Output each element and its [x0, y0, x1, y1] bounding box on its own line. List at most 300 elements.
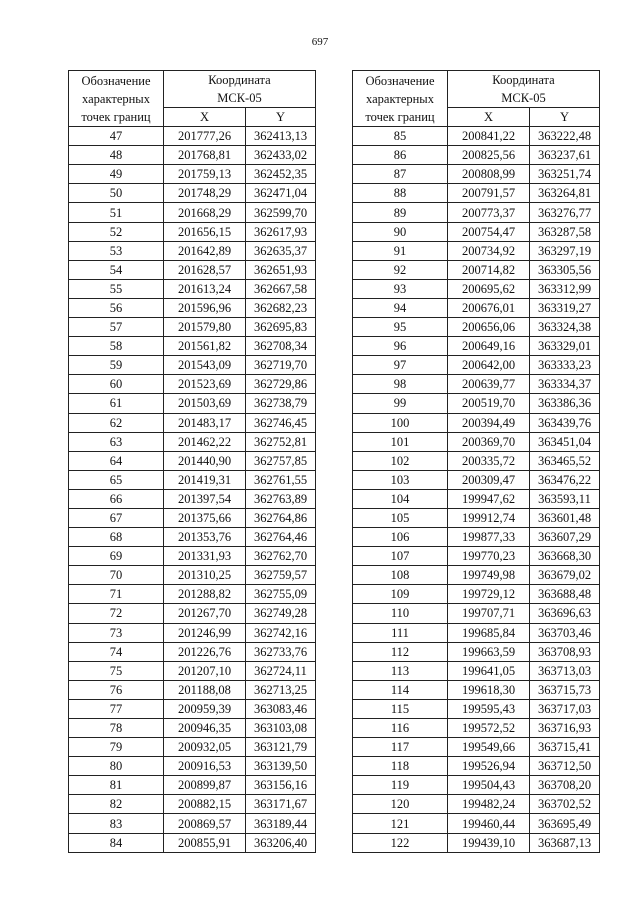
- point-id-cell: 86: [353, 146, 448, 165]
- x-coordinate-cell: 199685,84: [448, 623, 530, 642]
- table-row: [69, 508, 316, 527]
- x-coordinate-cell: 201188,08: [164, 680, 246, 699]
- table-row: [69, 738, 316, 757]
- point-id-cell: 115: [353, 699, 448, 718]
- coordinate-title: Координата: [492, 73, 555, 87]
- table-row: [69, 833, 316, 852]
- point-id-cell: 74: [69, 642, 164, 661]
- y-coordinate-cell: 363171,67: [246, 795, 316, 814]
- y-coordinate-cell: 363083,46: [246, 699, 316, 718]
- point-id-cell: 100: [353, 413, 448, 432]
- table-row: [353, 127, 600, 146]
- point-id-cell: 73: [69, 623, 164, 642]
- point-id-cell: 104: [353, 489, 448, 508]
- x-coordinate-cell: 199877,33: [448, 528, 530, 547]
- x-coordinate-cell: 200656,06: [448, 318, 530, 337]
- y-header: Y: [246, 108, 316, 127]
- x-coordinate-cell: 199549,66: [448, 738, 530, 757]
- y-coordinate-cell: 362413,13: [246, 127, 316, 146]
- point-id-cell: 56: [69, 298, 164, 317]
- y-coordinate-cell: 363206,40: [246, 833, 316, 852]
- point-id-cell: 101: [353, 432, 448, 451]
- table-row: [69, 776, 316, 795]
- x-coordinate-cell: 199912,74: [448, 508, 530, 527]
- y-coordinate-cell: 362682,23: [246, 298, 316, 317]
- coordinate-header: [164, 71, 316, 108]
- x-coordinate-cell: 201642,89: [164, 241, 246, 260]
- table-row: [353, 604, 600, 623]
- x-coordinate-cell: 200734,92: [448, 241, 530, 260]
- x-coordinate-cell: 201628,57: [164, 260, 246, 279]
- point-id-cell: 63: [69, 432, 164, 451]
- table-row: [69, 719, 316, 738]
- y-coordinate-cell: 363121,79: [246, 738, 316, 757]
- x-coordinate-cell: 199770,23: [448, 547, 530, 566]
- x-coordinate-cell: 201246,99: [164, 623, 246, 642]
- x-coordinate-cell: 201207,10: [164, 661, 246, 680]
- x-coordinate-cell: 200649,16: [448, 337, 530, 356]
- table-row: [353, 222, 600, 241]
- y-coordinate-cell: 362651,93: [246, 260, 316, 279]
- y-coordinate-cell: 363439,76: [530, 413, 600, 432]
- y-coordinate-cell: 363593,11: [530, 489, 600, 508]
- table-row: [69, 814, 316, 833]
- point-id-cell: 71: [69, 585, 164, 604]
- point-id-cell: 106: [353, 528, 448, 547]
- y-coordinate-cell: 362724,11: [246, 661, 316, 680]
- table-row: [353, 776, 600, 795]
- point-id-cell: 91: [353, 241, 448, 260]
- x-coordinate-cell: 200773,37: [448, 203, 530, 222]
- y-coordinate-cell: 363451,04: [530, 432, 600, 451]
- point-id-cell: 72: [69, 604, 164, 623]
- point-id-cell: 61: [69, 394, 164, 413]
- x-coordinate-cell: 199749,98: [448, 566, 530, 585]
- point-id-cell: 95: [353, 318, 448, 337]
- table-row: [353, 508, 600, 527]
- y-coordinate-cell: 363712,50: [530, 757, 600, 776]
- x-coordinate-cell: 199439,10: [448, 833, 530, 852]
- y-coordinate-cell: 362755,09: [246, 585, 316, 604]
- point-id-cell: 116: [353, 719, 448, 738]
- y-coordinate-cell: 363139,50: [246, 757, 316, 776]
- y-coordinate-cell: 363156,16: [246, 776, 316, 795]
- table-row: [353, 566, 600, 585]
- point-id-cell: 111: [353, 623, 448, 642]
- point-id-cell: 90: [353, 222, 448, 241]
- point-id-cell: 79: [69, 738, 164, 757]
- y-coordinate-cell: 362738,79: [246, 394, 316, 413]
- x-coordinate-cell: 200899,87: [164, 776, 246, 795]
- y-coordinate-cell: 363297,19: [530, 241, 600, 260]
- y-coordinate-cell: 362764,86: [246, 508, 316, 527]
- table-row: [69, 642, 316, 661]
- x-coordinate-cell: 199595,43: [448, 699, 530, 718]
- x-coordinate-cell: 200808,99: [448, 165, 530, 184]
- y-coordinate-cell: 362667,58: [246, 279, 316, 298]
- table-row: [353, 337, 600, 356]
- x-coordinate-cell: 199482,24: [448, 795, 530, 814]
- y-coordinate-cell: 363696,63: [530, 604, 600, 623]
- y-coordinate-cell: 363222,48: [530, 127, 600, 146]
- table-row: [69, 146, 316, 165]
- y-coordinate-cell: 362617,93: [246, 222, 316, 241]
- point-id-cell: 83: [69, 814, 164, 833]
- y-coordinate-cell: 362764,46: [246, 528, 316, 547]
- x-coordinate-cell: 200642,00: [448, 356, 530, 375]
- y-coordinate-cell: 363679,02: [530, 566, 600, 585]
- point-id-cell: 65: [69, 470, 164, 489]
- y-coordinate-cell: 362695,83: [246, 318, 316, 337]
- x-coordinate-cell: 200791,57: [448, 184, 530, 203]
- point-id-cell: 103: [353, 470, 448, 489]
- point-id-cell: 89: [353, 203, 448, 222]
- point-id-cell: 108: [353, 566, 448, 585]
- y-coordinate-cell: 362599,70: [246, 203, 316, 222]
- x-coordinate-cell: 199947,62: [448, 489, 530, 508]
- table-row: [353, 719, 600, 738]
- point-id-cell: 88: [353, 184, 448, 203]
- table-row: [353, 375, 600, 394]
- table-row: [353, 795, 600, 814]
- table-row: [69, 757, 316, 776]
- table-row: [69, 337, 316, 356]
- point-id-cell: 60: [69, 375, 164, 394]
- table-row: [353, 318, 600, 337]
- y-coordinate-cell: 363601,48: [530, 508, 600, 527]
- point-id-cell: 107: [353, 547, 448, 566]
- table-row: [353, 699, 600, 718]
- point-id-cell: 62: [69, 413, 164, 432]
- y-coordinate-cell: 363319,27: [530, 298, 600, 317]
- table-row: [353, 757, 600, 776]
- point-id-cell: 92: [353, 260, 448, 279]
- y-coordinate-cell: 363264,81: [530, 184, 600, 203]
- point-id-cell: 68: [69, 528, 164, 547]
- table-row: [69, 604, 316, 623]
- point-id-cell: 114: [353, 680, 448, 699]
- y-coordinate-cell: 362719,70: [246, 356, 316, 375]
- table-row: [353, 738, 600, 757]
- designation-line: Обозначение: [81, 73, 151, 88]
- x-coordinate-cell: 200946,35: [164, 719, 246, 738]
- table-row: [69, 699, 316, 718]
- table-row: [353, 528, 600, 547]
- table-row: [353, 356, 600, 375]
- table-row: [69, 489, 316, 508]
- x-coordinate-cell: 201483,17: [164, 413, 246, 432]
- x-coordinate-cell: 199460,44: [448, 814, 530, 833]
- designation-line: точек границ: [365, 109, 435, 124]
- table-row: [353, 260, 600, 279]
- x-coordinate-cell: 201375,66: [164, 508, 246, 527]
- table-row: [69, 585, 316, 604]
- table-row: [353, 165, 600, 184]
- y-coordinate-cell: 363715,41: [530, 738, 600, 757]
- y-coordinate-cell: 363607,29: [530, 528, 600, 547]
- y-coordinate-cell: 363189,44: [246, 814, 316, 833]
- point-id-cell: 110: [353, 604, 448, 623]
- point-id-cell: 98: [353, 375, 448, 394]
- x-coordinate-cell: 201759,13: [164, 165, 246, 184]
- point-id-cell: 118: [353, 757, 448, 776]
- x-coordinate-cell: 201267,70: [164, 604, 246, 623]
- x-coordinate-cell: 201656,15: [164, 222, 246, 241]
- designation-header: [69, 71, 164, 127]
- table-row: [69, 298, 316, 317]
- y-coordinate-cell: 363687,13: [530, 833, 600, 852]
- point-id-cell: 117: [353, 738, 448, 757]
- designation-line: Обозначение: [365, 73, 435, 88]
- y-coordinate-cell: 363708,93: [530, 642, 600, 661]
- x-coordinate-cell: 201543,09: [164, 356, 246, 375]
- point-id-cell: 64: [69, 451, 164, 470]
- point-id-cell: 120: [353, 795, 448, 814]
- x-coordinate-cell: 199618,30: [448, 680, 530, 699]
- y-coordinate-cell: 363237,61: [530, 146, 600, 165]
- y-coordinate-cell: 363695,49: [530, 814, 600, 833]
- table-row: [69, 318, 316, 337]
- x-header: X: [448, 108, 530, 127]
- point-id-cell: 102: [353, 451, 448, 470]
- y-coordinate-cell: 362749,28: [246, 604, 316, 623]
- point-id-cell: 96: [353, 337, 448, 356]
- table-row: [69, 661, 316, 680]
- point-id-cell: 82: [69, 795, 164, 814]
- point-id-cell: 55: [69, 279, 164, 298]
- x-coordinate-cell: 201462,22: [164, 432, 246, 451]
- page-number: 697: [311, 36, 329, 48]
- table-row: [353, 642, 600, 661]
- table-row: [69, 279, 316, 298]
- table-row: [353, 203, 600, 222]
- x-coordinate-cell: 201561,82: [164, 337, 246, 356]
- table-row: [353, 432, 600, 451]
- x-coordinate-cell: 200369,70: [448, 432, 530, 451]
- x-coordinate-cell: 199504,43: [448, 776, 530, 795]
- point-id-cell: 119: [353, 776, 448, 795]
- table-row: [69, 528, 316, 547]
- point-id-cell: 67: [69, 508, 164, 527]
- y-coordinate-cell: 363386,36: [530, 394, 600, 413]
- table-row: [69, 184, 316, 203]
- x-coordinate-cell: 199526,94: [448, 757, 530, 776]
- point-id-cell: 48: [69, 146, 164, 165]
- table-row: [69, 222, 316, 241]
- point-id-cell: 109: [353, 585, 448, 604]
- y-coordinate-cell: 362733,76: [246, 642, 316, 661]
- point-id-cell: 66: [69, 489, 164, 508]
- x-header: X: [164, 108, 246, 127]
- point-id-cell: 54: [69, 260, 164, 279]
- coordinate-header: [448, 71, 600, 108]
- x-coordinate-cell: 201331,93: [164, 547, 246, 566]
- coordinate-system: МСК-05: [501, 91, 546, 105]
- point-id-cell: 93: [353, 279, 448, 298]
- point-id-cell: 77: [69, 699, 164, 718]
- point-id-cell: 85: [353, 127, 448, 146]
- coordinates-body-left: [69, 127, 316, 853]
- point-id-cell: 75: [69, 661, 164, 680]
- table-row: [69, 470, 316, 489]
- point-id-cell: 122: [353, 833, 448, 852]
- x-coordinate-cell: 200695,62: [448, 279, 530, 298]
- x-coordinate-cell: 201503,69: [164, 394, 246, 413]
- point-id-cell: 78: [69, 719, 164, 738]
- table-row: [69, 356, 316, 375]
- point-id-cell: 121: [353, 814, 448, 833]
- table-row: [69, 413, 316, 432]
- point-id-cell: 49: [69, 165, 164, 184]
- y-coordinate-cell: 363324,38: [530, 318, 600, 337]
- table-row: [69, 547, 316, 566]
- x-coordinate-cell: 201226,76: [164, 642, 246, 661]
- y-coordinate-cell: 363708,20: [530, 776, 600, 795]
- designation-header: [353, 71, 448, 127]
- y-coordinate-cell: 362757,85: [246, 451, 316, 470]
- y-coordinate-cell: 362742,16: [246, 623, 316, 642]
- x-coordinate-cell: 201310,25: [164, 566, 246, 585]
- point-id-cell: 99: [353, 394, 448, 413]
- y-coordinate-cell: 363312,99: [530, 279, 600, 298]
- x-coordinate-cell: 201288,82: [164, 585, 246, 604]
- designation-line: характерных: [82, 91, 150, 106]
- table-row: [69, 241, 316, 260]
- y-coordinate-cell: 362635,37: [246, 241, 316, 260]
- point-id-cell: 58: [69, 337, 164, 356]
- x-coordinate-cell: 201523,69: [164, 375, 246, 394]
- point-id-cell: 76: [69, 680, 164, 699]
- y-coordinate-cell: 362713,25: [246, 680, 316, 699]
- x-coordinate-cell: 201440,90: [164, 451, 246, 470]
- x-coordinate-cell: 200825,56: [448, 146, 530, 165]
- table-row: [69, 203, 316, 222]
- y-coordinate-cell: 363305,56: [530, 260, 600, 279]
- point-id-cell: 87: [353, 165, 448, 184]
- table-row: [353, 661, 600, 680]
- x-coordinate-cell: 201613,24: [164, 279, 246, 298]
- point-id-cell: 69: [69, 547, 164, 566]
- y-coordinate-cell: 363251,74: [530, 165, 600, 184]
- x-coordinate-cell: 200869,57: [164, 814, 246, 833]
- y-coordinate-cell: 362761,55: [246, 470, 316, 489]
- x-coordinate-cell: 201777,26: [164, 127, 246, 146]
- table-row: [353, 394, 600, 413]
- table-row: [353, 814, 600, 833]
- point-id-cell: 112: [353, 642, 448, 661]
- table-row: [69, 566, 316, 585]
- designation-line: характерных: [366, 91, 434, 106]
- x-coordinate-cell: 199663,59: [448, 642, 530, 661]
- point-id-cell: 97: [353, 356, 448, 375]
- table-row: [353, 241, 600, 260]
- x-coordinate-cell: 199707,71: [448, 604, 530, 623]
- y-coordinate-cell: 362759,57: [246, 566, 316, 585]
- x-coordinate-cell: 199729,12: [448, 585, 530, 604]
- table-row: [69, 623, 316, 642]
- table-row: [69, 260, 316, 279]
- x-coordinate-cell: 200882,15: [164, 795, 246, 814]
- point-id-cell: 94: [353, 298, 448, 317]
- table-row: [353, 489, 600, 508]
- y-coordinate-cell: 362746,45: [246, 413, 316, 432]
- y-coordinate-cell: 362763,89: [246, 489, 316, 508]
- y-coordinate-cell: 362752,81: [246, 432, 316, 451]
- y-coordinate-cell: 362452,35: [246, 165, 316, 184]
- table-row: [353, 623, 600, 642]
- x-coordinate-cell: 201353,76: [164, 528, 246, 547]
- point-id-cell: 80: [69, 757, 164, 776]
- y-coordinate-cell: 362433,02: [246, 146, 316, 165]
- x-coordinate-cell: 200519,70: [448, 394, 530, 413]
- table-row: [353, 413, 600, 432]
- x-coordinate-cell: 200676,01: [448, 298, 530, 317]
- table-row: [353, 470, 600, 489]
- table-row: [353, 298, 600, 317]
- x-coordinate-cell: 200841,22: [448, 127, 530, 146]
- table-row: [353, 279, 600, 298]
- x-coordinate-cell: 200335,72: [448, 451, 530, 470]
- x-coordinate-cell: 199641,05: [448, 661, 530, 680]
- table-row: [69, 375, 316, 394]
- table-row: [69, 451, 316, 470]
- x-coordinate-cell: 200916,53: [164, 757, 246, 776]
- point-id-cell: 70: [69, 566, 164, 585]
- point-id-cell: 52: [69, 222, 164, 241]
- coordinates-table-left: [68, 70, 316, 853]
- y-header: Y: [530, 108, 600, 127]
- coordinate-title: Координата: [208, 73, 271, 87]
- point-id-cell: 51: [69, 203, 164, 222]
- x-coordinate-cell: 201397,54: [164, 489, 246, 508]
- table-row: [353, 680, 600, 699]
- table-row: [69, 432, 316, 451]
- y-coordinate-cell: 363716,93: [530, 719, 600, 738]
- y-coordinate-cell: 363668,30: [530, 547, 600, 566]
- point-id-cell: 59: [69, 356, 164, 375]
- x-coordinate-cell: 200855,91: [164, 833, 246, 852]
- y-coordinate-cell: 363703,46: [530, 623, 600, 642]
- y-coordinate-cell: 363713,03: [530, 661, 600, 680]
- x-coordinate-cell: 201419,31: [164, 470, 246, 489]
- coordinate-system: МСК-05: [217, 91, 262, 105]
- y-coordinate-cell: 363715,73: [530, 680, 600, 699]
- table-row: [353, 547, 600, 566]
- y-coordinate-cell: 363476,22: [530, 470, 600, 489]
- designation-line: точек границ: [81, 109, 151, 124]
- y-coordinate-cell: 363465,52: [530, 451, 600, 470]
- y-coordinate-cell: 363276,77: [530, 203, 600, 222]
- x-coordinate-cell: 201768,81: [164, 146, 246, 165]
- y-coordinate-cell: 363103,08: [246, 719, 316, 738]
- x-coordinate-cell: 200932,05: [164, 738, 246, 757]
- table-row: [69, 680, 316, 699]
- coordinates-body-right: [353, 127, 600, 853]
- point-id-cell: 105: [353, 508, 448, 527]
- point-id-cell: 47: [69, 127, 164, 146]
- table-row: [69, 394, 316, 413]
- point-id-cell: 57: [69, 318, 164, 337]
- x-coordinate-cell: 199572,52: [448, 719, 530, 738]
- y-coordinate-cell: 363702,52: [530, 795, 600, 814]
- table-row: [353, 585, 600, 604]
- coordinates-table-right: [352, 70, 600, 853]
- x-coordinate-cell: 201596,96: [164, 298, 246, 317]
- y-coordinate-cell: 362762,70: [246, 547, 316, 566]
- point-id-cell: 53: [69, 241, 164, 260]
- x-coordinate-cell: 200394,49: [448, 413, 530, 432]
- x-coordinate-cell: 200754,47: [448, 222, 530, 241]
